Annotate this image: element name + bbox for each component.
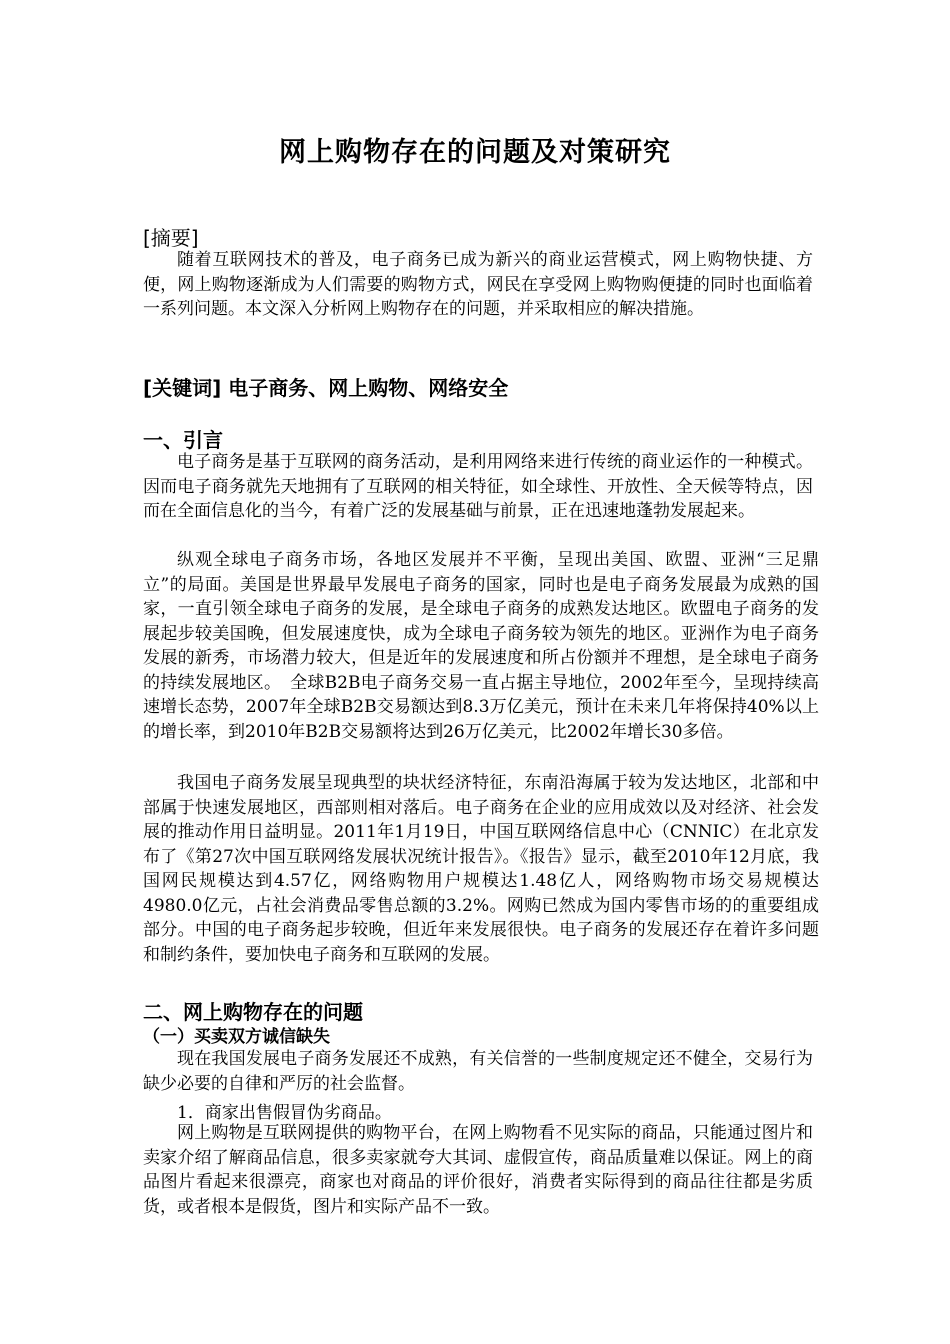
section2-heading: 二、网上购物存在的问题 (143, 1000, 363, 1024)
page-title: 网上购物存在的问题及对策研究 (279, 137, 671, 168)
section1-paragraph-1: 电子商务是基于互联网的商务活动，是利用网络来进行传统的商业运作的一种模式。因而电子商务就先天地拥有了互联网的相关特征，如全球性、开放性、全天候等特点，因而在全面信息化的当今，有着广泛的发展基础与前景，正在迅速地蓬勃发展起来。 (143, 452, 813, 521)
section1-heading: 一、引言 (143, 428, 223, 452)
section2-paragraph-2: 网上购物是互联网提供的购物平台，在网上购物看不见实际的商品，只能通过图片和卖家介绍了解商品信息，很多卖家就夸大其词、虚假宣传，商品质量难以保证。网上的商品图片看起来很漂亮，商家也对商品的评价很好，消费者实际得到的商品往往都是劣质货，或者根本是假货，图片和实际产品不一致。 (143, 1123, 813, 1217)
section2-item-1: 1．商家出售假冒伪劣商品。 (177, 1103, 392, 1123)
section1-paragraph-3: 我国电子商务发展呈现典型的块状经济特征，东南沿海属于较为发达地区，北部和中部属于快速发展地区，西部则相对落后。电子商务在企业的应用成效以及对经济、社会发展的推动作用日益明显。2011年1月19日，中国互联网络信息中心（CNNIC）在北京发布了《第27次中国互联网络发展状况统计报告》。《报告》显示，截至2010年12月底，我国网民规模达到4.57亿，网络购物用户规模达1.48亿人，网络购物市场交易规模达4980.0亿元，占社会消费品零售总额的3.2%。网购已然成为国内零售市场的的重要组成部分。中国的电子商务起步较晚，但近年来发展很快。电子商务的发展还存在着许多问题和制约条件，要加快电子商务和互联网的发展。 (143, 773, 819, 965)
section2-paragraph-1: 现在我国发展电子商务发展还不成熟，有关信誉的一些制度规定还不健全，交易行为缺少必要的自律和严厉的社会监督。 (143, 1049, 813, 1094)
abstract-text: 随着互联网技术的普及，电子商务已成为新兴的商业运营模式，网上购物快捷、方便，网上购物逐渐成为人们需要的购物方式，网民在享受网上购物购便捷的同时也面临着一系列问题。本文深入分析网上购物存在的问题，并采取相应的解决措施。 (143, 250, 813, 319)
section2-subheading-1: （一）买卖双方诚信缺失 (143, 1027, 330, 1047)
keywords-line: [关键词] 电子商务、网上购物、网络安全 (143, 376, 509, 400)
abstract-heading: [摘要] (143, 226, 199, 250)
section1-paragraph-2: 纵观全球电子商务市场，各地区发展并不平衡，呈现出美国、欧盟、亚洲“三足鼎立”的局面。美国是世界最早发展电子商务的国家，同时也是电子商务发展最为成熟的国家，一直引领全球电子商务的发展，是全球电子商务的成熟发达地区。欧盟电子商务的发展起步较美国晚，但发展速度快，成为全球电子商务较为领先的地区。亚洲作为电子商务发展的新秀，市场潜力较大，但是近年的发展速度和所占份额并不理想，是全球电子商务的持续发展地区。 全球B2B电子商务交易一直占据主导地位，2002年至今，呈现持续高速增长态势，2007年全球B2B交易额达到8.3万亿美元，预计在未来几年将保持40%以上的增长率，到2010年B2B交易额将达到26万亿美元，比2002年增长30多倍。 (143, 550, 819, 742)
